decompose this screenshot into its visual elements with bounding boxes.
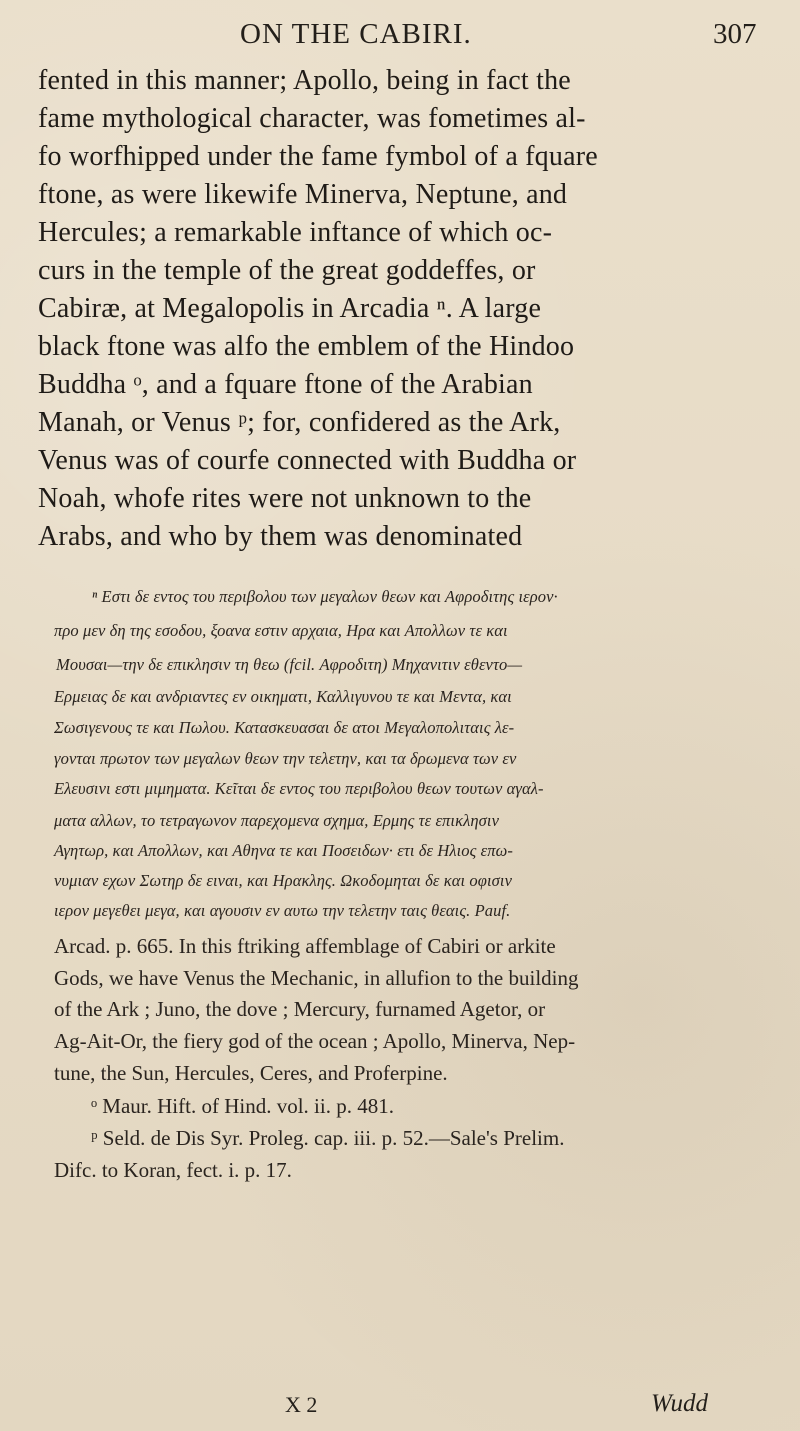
latin-footnote-line: Ag-Ait-Or, the fiery god of the ocean ; Apollo, Minerva, Nep- xyxy=(54,1029,576,1053)
latin-footnote-line: tune, the Sun, Hercules, Ceres, and Proferpine. xyxy=(54,1061,448,1085)
latin-footnote-line: Difc. to Koran, fect. i. p. 17. xyxy=(54,1158,292,1182)
greek-footnote-line: Μουσαι—την δε επικλησιν τη θεω (fcil. Αφροδιτη) Μηχανιτιν εθεντο— xyxy=(56,655,523,674)
main-text-line: Cabiræ, at Megalopolis in Arcadia ⁿ. A large xyxy=(38,293,542,324)
greek-footnote-line: ⁿ Εστι δε εντος του περιβολου των μεγαλων θεων και Αφροδιτης ιερον· xyxy=(92,587,558,606)
latin-footnote-line: of the Ark ; Juno, the dove ; Mercury, furnamed Agetor, or xyxy=(54,997,546,1021)
greek-footnote-line: Ελευσινι εστι μιμηματα. Κεῖται δε εντος του περιβολου θεων τουτων αγαλ- xyxy=(54,779,544,798)
main-text-line: fame mythological character, was fometimes al- xyxy=(38,103,586,134)
greek-footnote-line: ιερον μεγεθει μεγα, και αγουσιν εν αυτω την τελετην ταις θεαις. Pauf. xyxy=(54,901,511,920)
latin-footnote-line: Gods, we have Venus the Mechanic, in allufion to the building xyxy=(54,966,579,990)
greek-footnote-line: Ερμειας δε και ανδριαντες εν οικηματι, Καλλιγυνου τε και Μεντα, και xyxy=(54,687,512,706)
greek-footnote-line: Αγητωρ, και Απολλων, και Αθηνα τε και Ποσειδων· ετι δε Ηλιος επω- xyxy=(54,841,513,860)
main-text-line: curs in the temple of the great goddeffes, or xyxy=(38,255,536,286)
running-head: ON THE CABIRI. xyxy=(240,18,472,50)
greek-footnote-line: προ μεν δη της εσοδου, ξοανα εστιν αρχαια, Ηρα και Απολλων τε και xyxy=(54,621,508,640)
greek-footnote-line: γονται πρωτον των μεγαλων θεων την τελετην, και τα δρωμενα των εν xyxy=(54,749,517,768)
greek-footnote-line: Σωσιγενους τε και Πωλου. Κατασκευασαι δε ατοι Μεγαλοπολιταις λε- xyxy=(54,718,515,737)
printer-signature: X 2 xyxy=(285,1392,318,1417)
main-text-line: Arabs, and who by them was denominated xyxy=(38,521,523,552)
main-text-line: Manah, or Venus ᵖ; for, confidered as the Ark, xyxy=(38,407,561,438)
main-text-line: Noah, whofe rites were not unknown to the xyxy=(38,483,532,514)
latin-footnote-line: ᵒ Maur. Hift. of Hind. vol. ii. p. 481. xyxy=(91,1094,394,1118)
page-number: 307 xyxy=(713,18,757,50)
greek-footnote-line: νυμιαν εχων Σωτηρ δε ειναι, και Ηρακλης. Ωκοδομηται δε και οφισιν xyxy=(54,871,513,890)
latin-footnote-line: Arcad. p. 665. In this ftriking affemblage of Cabiri or arkite xyxy=(54,934,556,958)
main-text-line: ftone, as were likewife Minerva, Neptune, and xyxy=(38,179,568,210)
main-text-line: Venus was of courfe connected with Buddha or xyxy=(38,445,577,476)
latin-footnote-line: ᵖ Seld. de Dis Syr. Proleg. cap. iii. p. 52.—Sale's Prelim. xyxy=(91,1126,565,1150)
main-text-line: Buddha ᵒ, and a fquare ftone of the Arabian xyxy=(38,369,533,400)
main-text-line: fented in this manner; Apollo, being in fact the xyxy=(38,65,571,96)
page-bottom xyxy=(0,1392,800,1422)
catchword: Wudd xyxy=(651,1390,708,1417)
main-text-line: fo worfhipped under the fame fymbol of a fquare xyxy=(38,141,598,172)
main-text-line: Hercules; a remarkable inftance of which oc- xyxy=(38,217,553,248)
greek-footnote-line: ματα αλλων, το τετραγωνον παρεχομενα σχημα, Ερμης τε επικλησιν xyxy=(54,811,500,830)
main-text-line: black ftone was alfo the emblem of the Hindoo xyxy=(38,331,575,362)
